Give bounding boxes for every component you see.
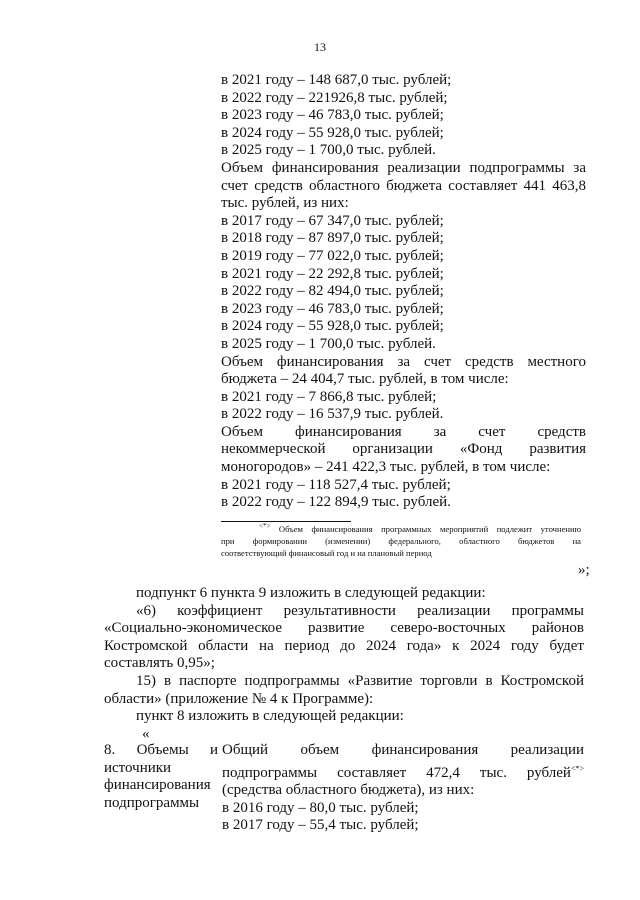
- text-line: в 2022 году – 16 537,9 тыс. рублей.: [221, 406, 444, 423]
- text-line: в 2021 году – 118 527,4 тыс. рублей;: [221, 476, 451, 493]
- table-value-line: [222, 760, 584, 783]
- text-line: в 2024 году – 55 928,0 тыс. рублей;: [221, 318, 444, 335]
- table-label-line: подпрограммы: [104, 794, 200, 811]
- text-line: в 2025 году – 1 700,0 тыс. рублей.: [221, 142, 436, 159]
- financing-block: [221, 72, 586, 512]
- local-para-line: бюджета – 24 404,7 тыс. рублей, в том числе:: [221, 371, 509, 388]
- footnote-line: [221, 520, 581, 535]
- regional-para-line: тыс. рублей, из них:: [221, 195, 349, 212]
- paragraph-line: «6) коэффициент результативности реализации программы: [136, 602, 584, 619]
- table-value-line: Общий объем финансирования реализации: [222, 742, 584, 758]
- table-value-cell: [222, 742, 584, 835]
- table-label-cell: [104, 742, 218, 812]
- footnote-line: при формировании (изменении) федерального, областного бюджетов на: [221, 535, 581, 546]
- text-line: в 2025 году – 1 700,0 тыс. рублей.: [221, 335, 436, 352]
- nko-para-line: моногородов» – 241 422,3 тыс. рублей, в том числе:: [221, 459, 551, 476]
- text-line: в 2022 году – 122 894,9 тыс. рублей.: [221, 494, 451, 511]
- footnote-line: соответствующий финансовый год и на плановый период: [221, 547, 432, 558]
- text-line: в 2023 году – 46 783,0 тыс. рублей;: [221, 300, 444, 317]
- local-para-line: Объем финансирования за счет средств местного: [221, 353, 586, 370]
- nko-para-line: некоммерческой организации «Фонд развития: [221, 441, 586, 458]
- nko-para-line: Объем финансирования за счет средств: [221, 423, 586, 440]
- text-line: в 2021 году – 148 687,0 тыс. рублей;: [221, 72, 452, 88]
- text-line: в 2023 году – 46 783,0 тыс. рублей;: [221, 107, 444, 124]
- paragraph-line: составлять 0,95»;: [104, 655, 215, 672]
- opening-quote: «: [142, 725, 150, 742]
- paragraph: пункт 8 изложить в следующей редакции:: [136, 708, 404, 725]
- amendment-text: [104, 585, 584, 743]
- text-line: в 2022 году – 221926,8 тыс. рублей;: [221, 89, 448, 106]
- text-line: в 2022 году – 82 494,0 тыс. рублей;: [221, 283, 444, 300]
- table-label-line: финансирования: [104, 777, 211, 794]
- footnote-text: Объем финансирования программных мероприятий подлежит уточнению: [278, 523, 581, 534]
- closing-quote: »;: [578, 562, 590, 578]
- paragraph-line: 15) в паспорте подпрограммы «Развитие торговли в Костромской: [136, 672, 584, 689]
- table-value-line: в 2016 году – 80,0 тыс. рублей;: [222, 799, 419, 816]
- table-value-line: (средства областного бюджета), из них:: [222, 782, 475, 799]
- footnote-mark: <*>: [259, 522, 271, 530]
- text-line: в 2021 году – 7 866,8 тыс. рублей;: [221, 388, 437, 405]
- table-label-line: источники: [104, 759, 172, 776]
- footnote-reference: <*>: [570, 763, 584, 773]
- text-line: в 2018 году – 87 897,0 тыс. рублей;: [221, 230, 444, 247]
- paragraph: подпункт 6 пункта 9 изложить в следующей редакции:: [136, 585, 486, 601]
- text-line: в 2024 году – 55 928,0 тыс. рублей;: [221, 124, 444, 141]
- paragraph-line: области» (приложение № 4 к Программе):: [104, 690, 374, 707]
- table-value-text: подпрограммы составляет 472,4 тыс. рублей: [222, 764, 571, 781]
- text-line: в 2019 году – 77 022,0 тыс. рублей;: [221, 247, 444, 264]
- regional-para-line: Объем финансирования реализации подпрограммы за: [221, 159, 586, 176]
- footnote: [221, 520, 581, 559]
- page-number: 13: [314, 40, 326, 54]
- table-label-line: 8. Объемы и: [104, 742, 218, 758]
- paragraph-line: Костромской области на период до 2024 года» к 2024 году будет: [104, 637, 584, 654]
- table-value-line: в 2017 году – 55,4 тыс. рублей;: [222, 817, 419, 834]
- regional-para-line: счет средств областного бюджета составляет 441 463,8: [221, 177, 586, 194]
- paragraph-line: «Социально-экономическое развитие северо-восточных районов: [104, 620, 584, 637]
- text-line: в 2017 году – 67 347,0 тыс. рублей;: [221, 212, 444, 229]
- text-line: в 2021 году – 22 292,8 тыс. рублей;: [221, 265, 444, 282]
